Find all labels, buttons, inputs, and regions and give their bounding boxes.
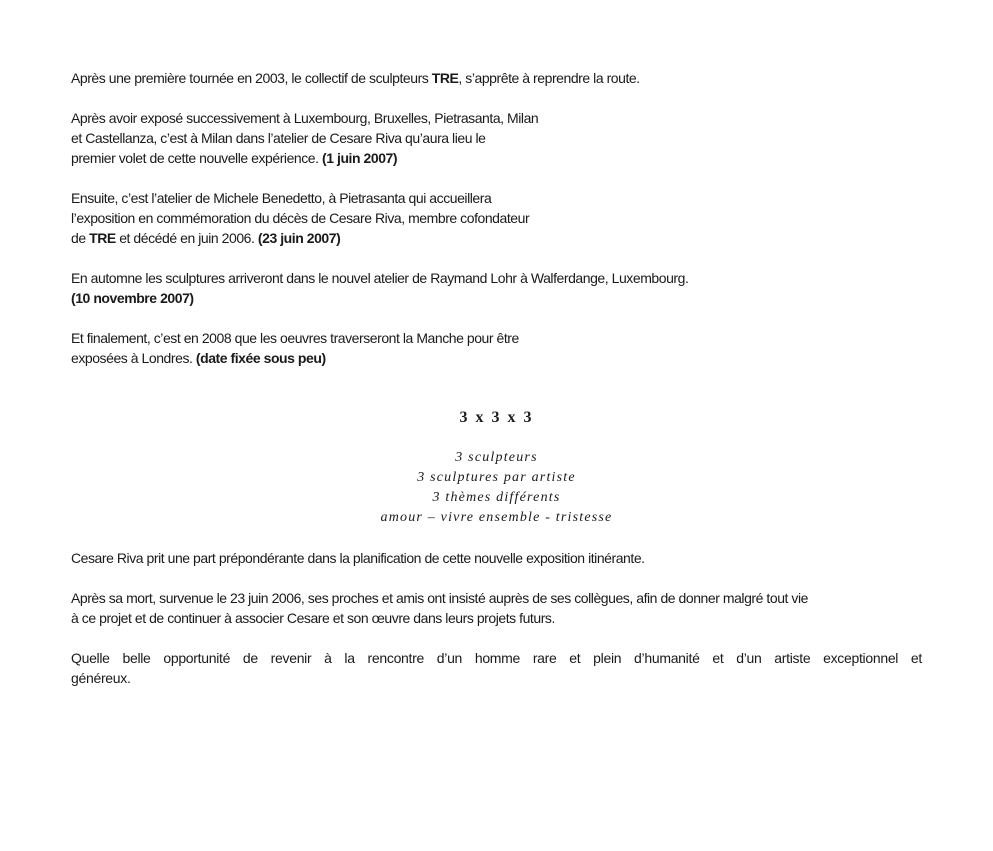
collective-name: TRE (431, 70, 459, 86)
center-line-1: 3 sculpteurs (455, 450, 538, 465)
center-line-2: 3 sculptures par artiste (417, 470, 576, 485)
date-milan: (1 juin 2007) (322, 150, 398, 166)
paragraph-3-line-2: l’exposition en commémoration du décès de Cesare Riva, membre cofondateur (71, 210, 530, 226)
intro-text-end: , s’apprête à reprendre la route. (458, 70, 640, 86)
paragraph-6: Cesare Riva prit une part prépondérante dans la planification de cette nouvelle exposition itinérante. (71, 550, 645, 566)
paragraph-5-line-1: Et finalement, c’est en 2008 que les oeuvres traverseront la Manche pour être (71, 330, 519, 346)
paragraph-5-line-2 (71, 348, 326, 368)
section-heading: 3 x 3 x 3 (459, 409, 534, 426)
intro-paragraph (71, 68, 640, 88)
paragraph-3-text: de (71, 230, 90, 246)
paragraph-3-text-2: et décédé en juin 2006. (115, 230, 258, 246)
paragraph-5-text: exposées à Londres. (71, 350, 196, 366)
intro-text: Après une première tournée en 2003, le collectif de sculpteurs (71, 70, 432, 86)
date-luxembourg: (10 novembre 2007) (71, 290, 194, 306)
date-london: (date fixée sous peu) (195, 350, 326, 366)
paragraph-3-line-1: Ensuite, c’est l’atelier de Michele Benedetto, à Pietrasanta qui accueillera (71, 190, 492, 206)
paragraph-3-line-3 (71, 228, 340, 248)
paragraph-2-line-1: Après avoir exposé successivement à Luxembourg, Bruxelles, Pietrasanta, Milan (71, 110, 539, 126)
paragraph-8-line-2: généreux. (71, 670, 131, 686)
paragraph-4-line-1: En automne les sculptures arriveront dans le nouvel atelier de Raymand Lohr à Walferdange, Luxembourg. (71, 270, 689, 286)
paragraph-2-text: premier volet de cette nouvelle expérience. (71, 150, 323, 166)
paragraph-4-line-2 (71, 288, 194, 308)
collective-name: TRE (89, 230, 116, 246)
paragraph-7-line-2: à ce projet et de continuer à associer Cesare et son œuvre dans leurs projets futurs. (71, 610, 555, 626)
paragraph-7-line-1: Après sa mort, survenue le 23 juin 2006, ses proches et amis ont insisté auprès de ses collègues, afin de donner malgré tout vie (71, 590, 808, 606)
paragraph-8 (71, 648, 922, 688)
paragraph-2-line-3 (71, 148, 397, 168)
date-pietrasanta: (23 juin 2007) (257, 230, 341, 246)
center-line-3: 3 thèmes différents (432, 490, 561, 505)
paragraph-2-line-2: et Castellanza, c’est à Milan dans l’atelier de Cesare Riva qu’aura lieu le (71, 130, 486, 146)
center-line-4: amour – vivre ensemble - tristesse (380, 510, 613, 525)
paragraph-8-line-1: Quelle belle opportunité de revenir à la rencontre d’un homme rare et plein d’humanité et d’un artiste exceptionnel et (71, 650, 922, 666)
